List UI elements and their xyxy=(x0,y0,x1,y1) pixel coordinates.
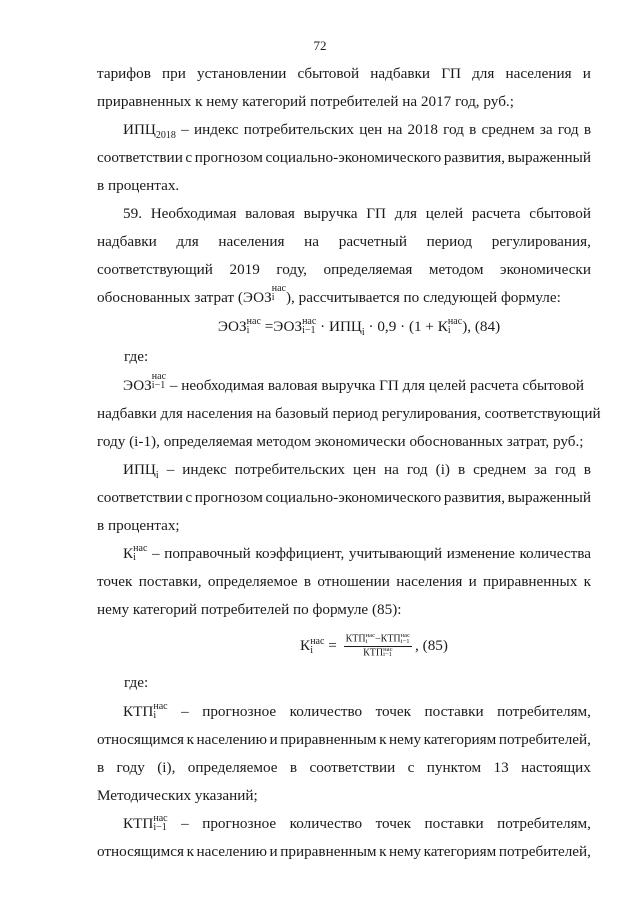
word: в xyxy=(289,759,298,776)
word: 13 xyxy=(493,759,509,776)
word: 59. xyxy=(123,205,142,222)
word: потребителей, xyxy=(498,843,591,860)
word: тарифов xyxy=(97,65,151,82)
word: к xyxy=(186,843,194,860)
word: выраженный xyxy=(507,149,591,166)
word: определяемое xyxy=(207,573,298,590)
word: за xyxy=(534,461,547,478)
word: году xyxy=(116,759,145,776)
word: поставки, xyxy=(138,573,202,590)
word: количество xyxy=(289,703,363,720)
word: для xyxy=(176,233,199,250)
word: и xyxy=(269,731,278,748)
para2-line3: в процентах. xyxy=(97,177,180,194)
word: определяемая xyxy=(323,261,413,278)
para3-line1 xyxy=(97,200,591,228)
word: категориям xyxy=(423,731,497,748)
para6-line1 xyxy=(97,540,591,568)
ipc-i-symbol: $ИПЦ_i$ xyxy=(123,461,159,482)
word: потребителей, xyxy=(498,731,591,748)
ktp-i-minus-1-symbol: КТП нас i−1 xyxy=(123,812,168,833)
word: прогнозом xyxy=(194,149,263,166)
word: (i), xyxy=(157,759,176,776)
word: приравненным xyxy=(280,843,377,860)
f84-sup2: нас xyxy=(302,315,317,327)
para5-line3: в процентах; xyxy=(97,517,180,534)
word: 2019 xyxy=(229,261,260,278)
para1-line1 xyxy=(97,60,591,88)
word: среднем xyxy=(473,461,527,478)
word: в xyxy=(457,461,466,478)
word: с xyxy=(185,489,193,506)
word: сбытовой xyxy=(297,65,360,82)
word: отношении xyxy=(317,573,390,590)
word: потребителям, xyxy=(497,703,591,720)
word: индекс xyxy=(194,121,239,138)
word: прогнозное xyxy=(202,703,277,720)
para6-line2 xyxy=(97,568,591,596)
word: установлении xyxy=(197,65,287,82)
word: индекс xyxy=(182,461,227,478)
word: надбавки xyxy=(97,233,157,250)
word: поправочный xyxy=(164,545,251,562)
word: 2018 xyxy=(407,121,438,138)
word: цен xyxy=(353,461,377,478)
para7-line1 xyxy=(97,698,591,726)
word: прогнозом xyxy=(194,489,263,506)
word: сбытовой xyxy=(529,205,591,222)
word: настоящих xyxy=(521,759,591,776)
word: поставки xyxy=(424,703,484,720)
para3-line2 xyxy=(97,228,591,256)
word: населению xyxy=(196,843,267,860)
word: населения xyxy=(505,65,572,82)
word: точек xyxy=(375,703,412,720)
word: определяемое xyxy=(187,759,278,776)
word: к xyxy=(583,573,591,590)
para7-line3 xyxy=(97,754,591,782)
word: потребительских xyxy=(234,461,346,478)
word: соответствующий xyxy=(97,261,213,278)
word: – xyxy=(166,461,175,478)
word: на xyxy=(387,121,403,138)
word: относящимся xyxy=(97,731,185,748)
word: количества xyxy=(519,545,591,562)
ipc-2018-symbol: $ИПЦ_{2018}$ xyxy=(123,121,176,142)
word: населения xyxy=(396,573,463,590)
word: – xyxy=(181,703,189,720)
word: ГП xyxy=(441,65,461,82)
word: населению xyxy=(196,731,267,748)
word: – xyxy=(181,815,189,832)
para3-line4: обоснованных затрат (ЭОЗ нас i ), рассчитывается по следующей формуле: xyxy=(97,283,561,306)
word: год xyxy=(557,121,579,138)
word: соответствии xyxy=(309,759,396,776)
word: и xyxy=(468,573,477,590)
word: и xyxy=(269,843,278,860)
page-body xyxy=(97,60,601,866)
word: валовая xyxy=(245,205,295,222)
para6-line3: нему категорий потребителей по формуле (85): xyxy=(97,601,402,618)
word: расчета xyxy=(471,205,521,222)
word: году, xyxy=(276,261,307,278)
word: цен xyxy=(359,121,383,138)
para2-line2 xyxy=(97,144,591,172)
formula-85: К нас i = КТП нас i −КТП нас i−1 КТП нас i−1 , (85) xyxy=(300,631,448,659)
word: количество xyxy=(289,815,363,832)
para7-line4: Методических указаний; xyxy=(97,787,258,804)
word: поставки xyxy=(424,815,484,832)
word: потребительских xyxy=(243,121,354,138)
word: надбавки xyxy=(370,65,431,82)
word: на xyxy=(304,233,320,250)
word: на xyxy=(384,461,399,478)
word: для xyxy=(394,205,418,222)
word: – xyxy=(152,545,160,562)
word: экономически xyxy=(500,261,591,278)
word: (i) xyxy=(435,461,450,478)
page-number: 72 xyxy=(313,38,327,53)
word: регулирования, xyxy=(491,233,591,250)
word: приравненных xyxy=(483,573,578,590)
word: категориям xyxy=(423,843,497,860)
word: в xyxy=(583,121,591,138)
para7-line2 xyxy=(97,726,591,754)
word: коэффициент, xyxy=(255,545,345,562)
word: к xyxy=(379,731,387,748)
word: приравненным xyxy=(280,731,377,748)
word: относящимся xyxy=(97,843,185,860)
word: в xyxy=(583,461,591,478)
word: нему xyxy=(389,731,422,748)
word: точек xyxy=(97,573,133,590)
word: выручка xyxy=(303,205,358,222)
para8-line1 xyxy=(97,810,591,838)
word: социально-экономического xyxy=(265,149,442,166)
word: с xyxy=(407,759,415,776)
para4-line2: надбавки для населения на базовый период регулирования, соответствующий xyxy=(97,405,601,422)
word: точек xyxy=(375,815,412,832)
word: нему xyxy=(389,843,422,860)
para2-line1 xyxy=(97,116,591,144)
word: учитывающий xyxy=(348,545,443,562)
ktp-i-symbol: КТП нас i xyxy=(123,700,168,721)
word: изменение xyxy=(446,545,515,562)
para4-line3: году (i-1), определяемая методом экономически обоснованных затрат, руб.; xyxy=(97,433,584,450)
word: среднем xyxy=(481,121,535,138)
word: и xyxy=(582,65,591,82)
word: для xyxy=(472,65,495,82)
word: в xyxy=(303,573,312,590)
para5-line2 xyxy=(97,484,591,512)
word: в xyxy=(97,759,105,776)
word: населения xyxy=(218,233,285,250)
word: при xyxy=(162,65,186,82)
word: социально-экономического xyxy=(265,489,442,506)
where-label-2: где: xyxy=(124,674,149,691)
word: к xyxy=(379,843,387,860)
word: соответствии xyxy=(97,149,183,166)
word: методом xyxy=(428,261,484,278)
word: выраженный xyxy=(507,489,591,506)
word: целей xyxy=(425,205,464,222)
word: в xyxy=(469,121,477,138)
formula-84: ЭОЗ нас i =ЭОЗ нас i−1 · $ИПЦ_i \cdot 0,9 \cdot (1 + К$ нас i ), (84) xyxy=(217,315,501,339)
para3-line3 xyxy=(97,256,591,284)
word: ГП xyxy=(366,205,386,222)
para8-line2 xyxy=(97,838,591,866)
word: потребителям, xyxy=(497,815,591,832)
word: прогнозное xyxy=(202,815,277,832)
word: за xyxy=(539,121,553,138)
word: расчетный xyxy=(338,233,407,250)
word: Необходимая xyxy=(150,205,237,222)
formula-85-fraction: КТП нас i −КТП нас i−1 КТП нас i−1 xyxy=(345,631,411,659)
para1-line2: приравненных к нему категорий потребителей на 2017 год, руб.; xyxy=(97,93,514,110)
para4-line1: ЭОЗ нас i−1 – необходимая валовая выручка ГП для целей расчета сбытовой xyxy=(123,371,585,394)
k-symbol: К нас i xyxy=(123,542,148,563)
para5-line1 xyxy=(97,456,591,484)
word: год xyxy=(406,461,428,478)
word: с xyxy=(185,149,193,166)
word: к xyxy=(186,731,194,748)
word: развития, xyxy=(443,149,506,166)
where-label-1: где: xyxy=(124,348,149,365)
word: год xyxy=(443,121,464,138)
word: соответствии xyxy=(97,489,183,506)
word: – xyxy=(181,121,189,138)
word: год xyxy=(555,461,576,478)
word: период xyxy=(426,233,473,250)
word: пунктом xyxy=(426,759,482,776)
word: развития, xyxy=(443,489,506,506)
